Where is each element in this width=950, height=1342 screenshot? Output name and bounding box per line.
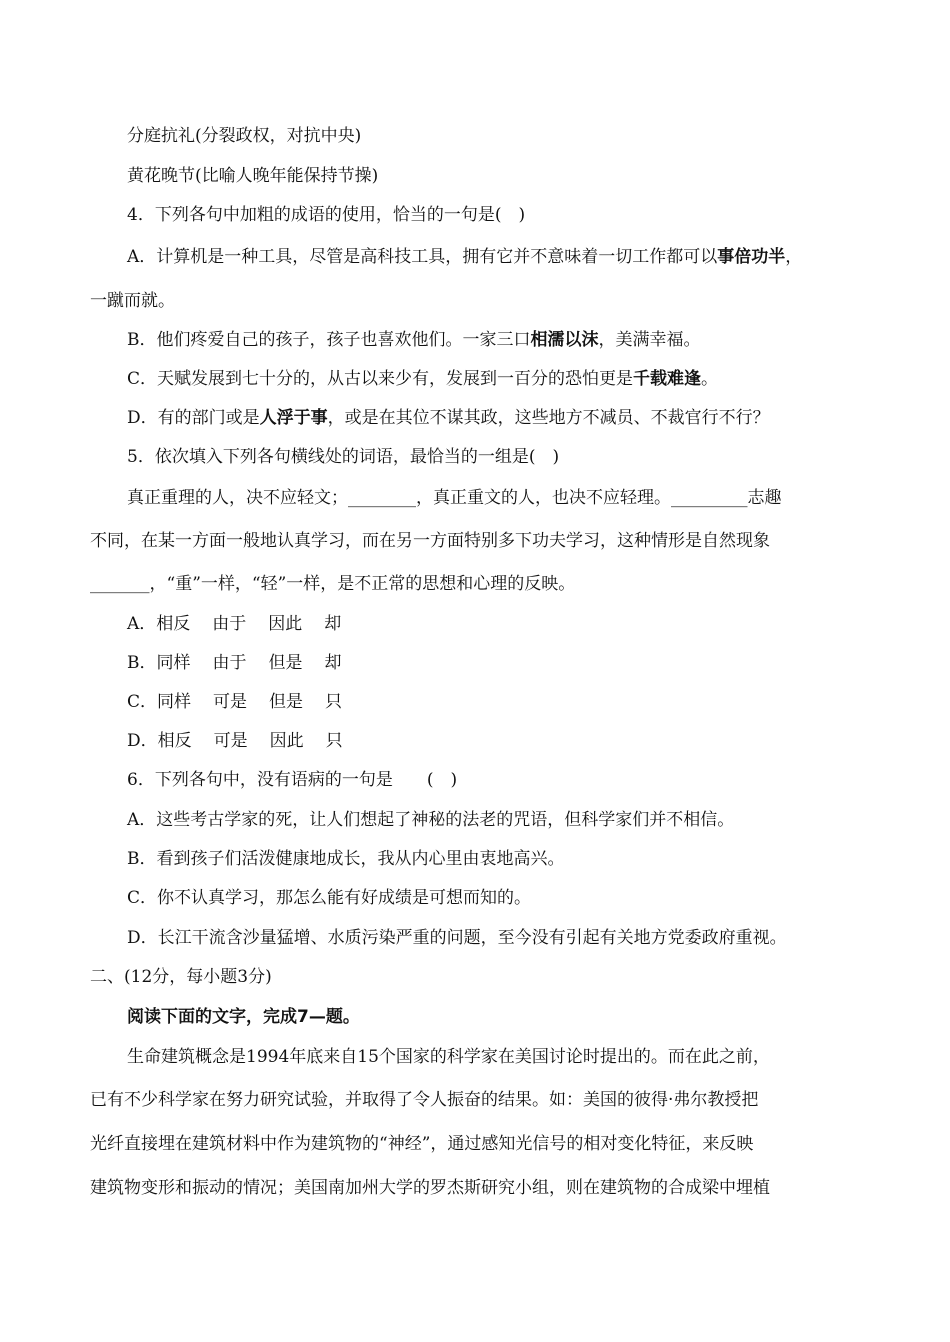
- option-text: C．天赋发展到七十分的，从古以来少有，发展到一百分的恐怕更是: [127, 369, 634, 389]
- option-word: 因此: [269, 731, 304, 751]
- option-word: 可是: [213, 731, 248, 751]
- option-word: 但是: [268, 653, 303, 673]
- option-word: 相反: [156, 614, 191, 634]
- vocab-item: 分庭抗礼(分裂政权，对抗中央): [127, 126, 362, 146]
- question-5-passage: 不同，在某一方面一般地认真学习，而在另一方面特别多下功夫学习，这种情形是自然现象: [90, 531, 770, 551]
- question-6-option-d: D．长江干流含沙量猛增、水质污染严重的问题，至今没有引起有关地方党委政府重视。: [127, 928, 787, 948]
- option-word: 同样: [157, 692, 192, 712]
- reading-instruction: 阅读下面的文字，完成7—题。: [127, 1007, 360, 1027]
- option-label: B．: [127, 653, 157, 673]
- question-5-option: [127, 690, 880, 714]
- option-text: D．有的部门或是: [127, 408, 260, 428]
- option-word: 可是: [213, 692, 248, 712]
- question-6-option-a: A．这些考古学家的死，让人们想起了神秘的法老的咒语，但科学家们并不相信。: [127, 810, 735, 830]
- question-4-option-a: [127, 245, 880, 269]
- option-word: 因此: [268, 614, 303, 634]
- option-word: 却: [324, 653, 342, 673]
- option-word: 相反: [157, 731, 192, 751]
- question-5-option: [127, 651, 880, 675]
- question-6-stem: 6．下列各句中，没有语病的一句是 ( ): [127, 770, 458, 790]
- question-4-option-a-cont: 一蹴而就。: [90, 291, 175, 311]
- passage-line: 生命建筑概念是1994年底来自15个国家的科学家在美国讨论时提出的。而在此之前，: [127, 1047, 770, 1067]
- question-5-passage: 真正重理的人，决不应轻文；________，真正重文的人，也决不应轻理。_________志趣: [127, 488, 782, 508]
- question-5-option: [127, 729, 880, 753]
- option-text: ，: [785, 247, 803, 267]
- bold-idiom: 相濡以沫: [530, 330, 599, 350]
- option-word: 只: [325, 692, 343, 712]
- option-label: A．: [127, 614, 157, 634]
- bold-idiom: 事倍功半: [717, 247, 786, 267]
- option-word: 却: [324, 614, 342, 634]
- bold-idiom: 千载难逢: [633, 369, 702, 389]
- option-word: 只: [325, 731, 343, 751]
- passage-line: 建筑物变形和振动的情况；美国南加州大学的罗杰斯研究小组，则在建筑物的合成梁中埋植: [90, 1178, 770, 1198]
- question-4-option-c: [127, 367, 880, 391]
- option-word: 由于: [212, 614, 247, 634]
- option-word: 同样: [156, 653, 191, 673]
- passage-line: 光纤直接埋在建筑材料中作为建筑物的“神经”，通过感知光信号的相对变化特征，来反映: [90, 1134, 754, 1154]
- passage-line: 已有不少科学家在努力研究试验，并取得了令人振奋的结果。如：美国的彼得·弗尔教授把: [90, 1090, 759, 1110]
- vocab-item: 黄花晚节(比喻人晚年能保持节操): [127, 166, 379, 186]
- question-6-option-c: C．你不认真学习，那怎么能有好成绩是可想而知的。: [127, 888, 532, 908]
- question-6-option-b: B．看到孩子们活泼健康地成长，我从内心里由衷地高兴。: [127, 849, 565, 869]
- option-label: D．: [127, 731, 158, 751]
- question-5-stem: 5．依次填入下列各句横线处的词语，最恰当的一组是( ): [127, 447, 560, 467]
- option-text: B．他们疼爱自己的孩子，孩子也喜欢他们。一家三口: [127, 330, 531, 350]
- option-word: 但是: [269, 692, 304, 712]
- question-4-option-d: [127, 406, 880, 430]
- question-4-stem: 4．下列各句中加粗的成语的使用，恰当的一句是( ): [127, 205, 526, 225]
- question-5-option: [127, 612, 880, 636]
- option-text: 。: [701, 369, 719, 389]
- bold-idiom: 人浮于事: [259, 408, 328, 428]
- option-text: ，美满幸福。: [598, 330, 701, 350]
- option-text: A．计算机是一种工具，尽管是高科技工具，拥有它并不意味着一切工作都可以: [127, 247, 718, 267]
- question-4-option-b: [127, 328, 880, 352]
- option-text: ，或是在其位不谋其政，这些地方不减员、不裁官行不行？: [327, 408, 770, 428]
- option-word: 由于: [212, 653, 247, 673]
- section-heading: 二、(12分，每小题3分): [90, 967, 272, 987]
- question-5-passage: _______，“重”一样，“轻”一样，是不正常的思想和心理的反映。: [90, 574, 576, 594]
- option-label: C．: [127, 692, 158, 712]
